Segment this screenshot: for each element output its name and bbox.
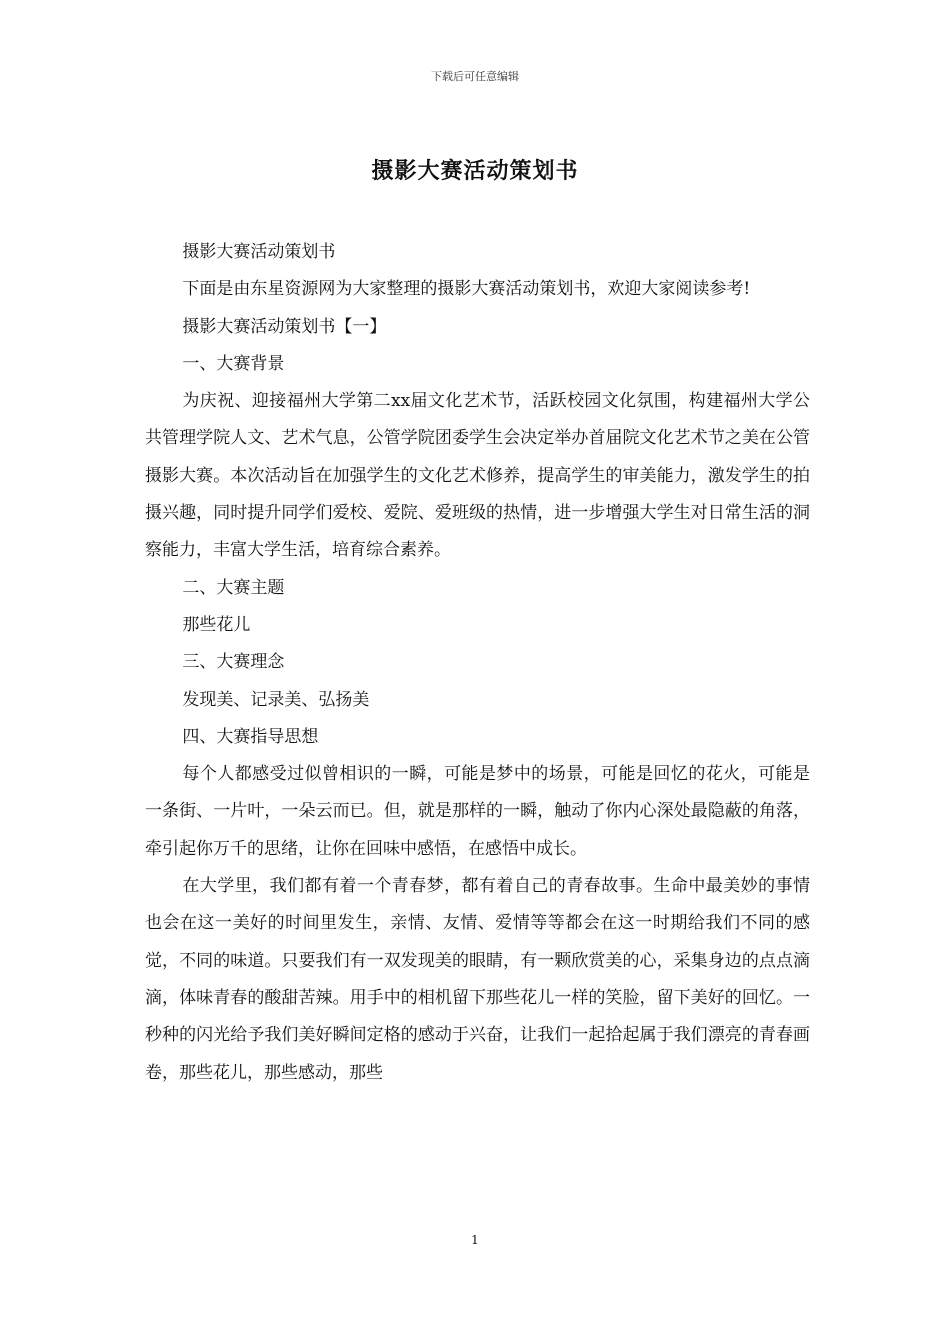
paragraph-guiding-idea-2: 在大学里，我们都有着一个青春梦，都有着自己的青春故事。生命中最美妙的事情也会在这一美好的时间里发生，亲情、友情、爱情等等都会在这一时期给我们不同的感觉，不同的味道。只要我们有一双发现美的眼睛，有一颗欣赏美的心，采集身边的点点滴滴，体味青春的酸甜苦辣。用手中的相机留下那些花儿一样的笑脸，留下美好的回忆。一秒种的闪光给予我们美好瞬间定格的感动于兴奋，让我们一起拾起属于我们漂亮的青春画卷，那些花儿，那些感动，那些 (145, 876, 810, 1083)
page-number: 1 (471, 1233, 479, 1247)
paragraph-guiding-idea-1: 每个人都感受过似曾相识的一瞬，可能是梦中的场景，可能是回忆的花火，可能是一条街、一片叶，一朵云而已。但，就是那样的一瞬，触动了你内心深处最隐蔽的角落，牵引起你万千的思绪，让你在回味中感悟，在感悟中成长。 (145, 764, 810, 859)
paragraph-subtitle: 摄影大赛活动策划书 (182, 242, 336, 262)
paragraph-section-heading: 摄影大赛活动策划书【一】 (182, 316, 387, 337)
document-title: 摄影大赛活动策划书 (371, 158, 579, 184)
heading-concept: 三、大赛理念 (182, 652, 285, 673)
paragraph-concept: 发现美、记录美、弘扬美 (182, 689, 370, 710)
heading-guiding-idea: 四、大赛指导思想 (182, 726, 319, 747)
heading-background: 一、大赛背景 (182, 353, 285, 374)
paragraph-theme: 那些花儿 (182, 614, 251, 635)
document-body (145, 234, 810, 1092)
header-note: 下载后可任意编辑 (431, 70, 519, 83)
paragraph-intro: 下面是由东星资源网为大家整理的摄影大赛活动策划书，欢迎大家阅读参考! (182, 279, 751, 300)
paragraph-background: 为庆祝、迎接福州大学第二xx届文化艺术节，活跃校园文化氛围，构建福州大学公共管理学院人文、艺术气息，公管学院团委学生会决定举办首届院文化艺术节之美在公管摄影大赛。本次活动旨在加强学生的文化艺术修养，提高学生的审美能力，激发学生的拍摄兴趣，同时提升同学们爱校、爱院、爱班级的热情，进一步增强大学生对日常生活的洞察能力，丰富大学生活，培育综合素养。 (145, 391, 810, 561)
heading-theme: 二、大赛主题 (182, 577, 285, 598)
